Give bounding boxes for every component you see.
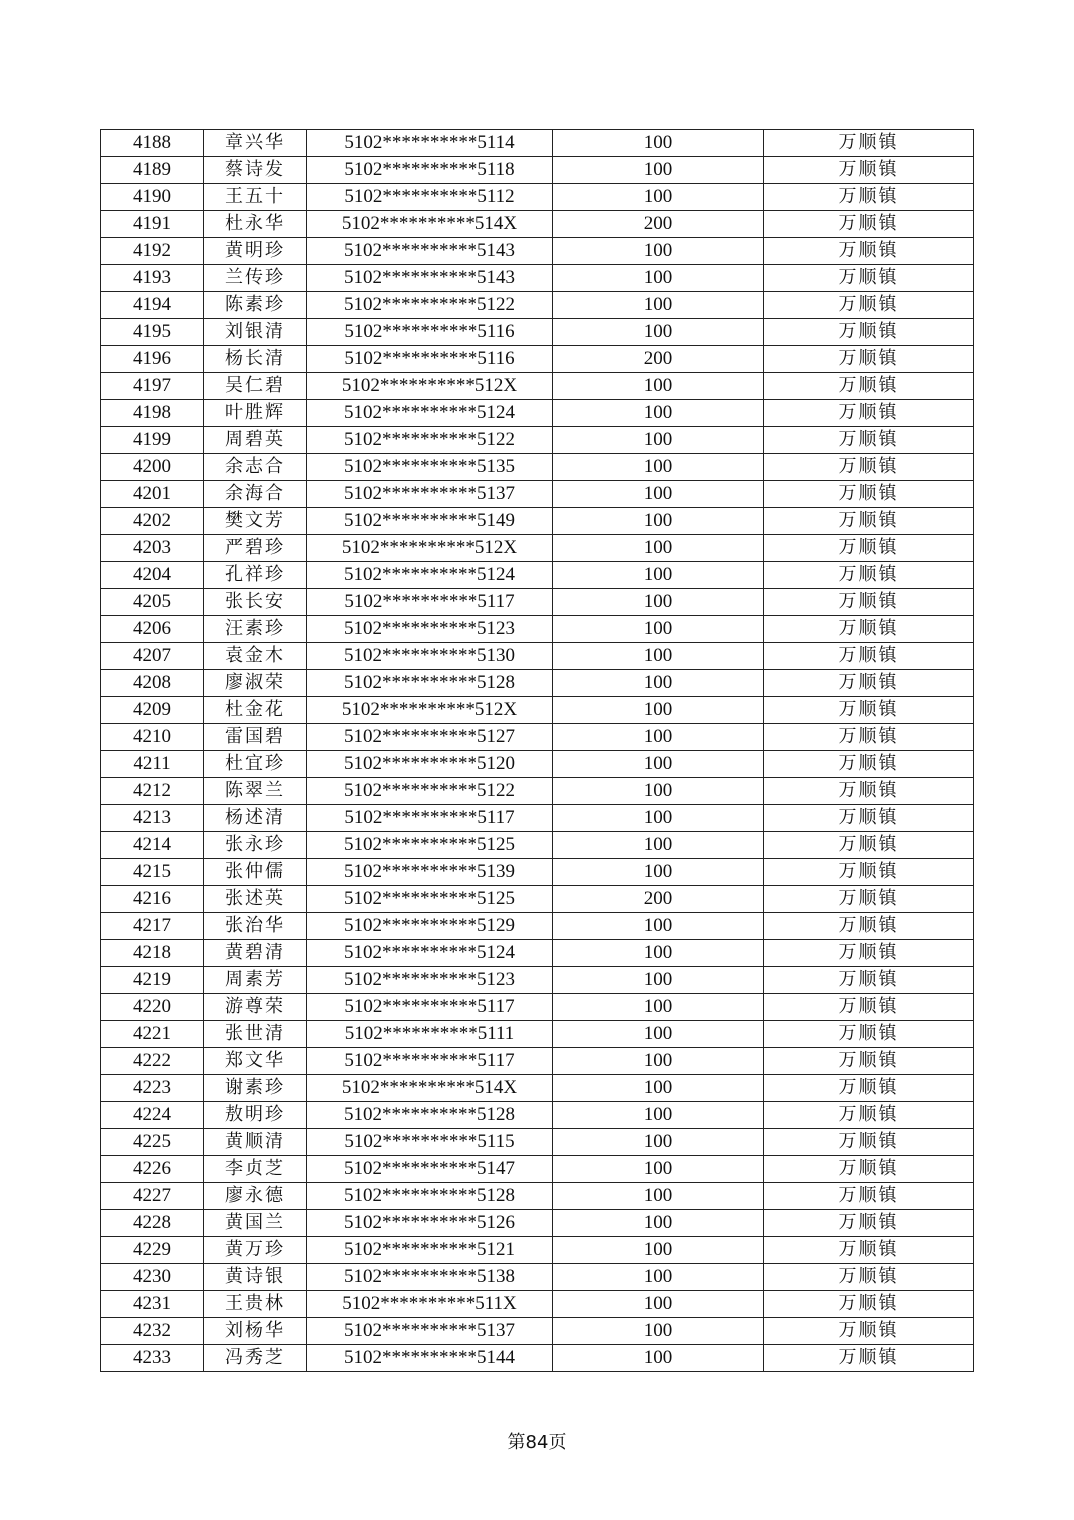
town-cell: 万顺镇 <box>764 1183 974 1210</box>
row-number-cell: 4217 <box>101 913 204 940</box>
name-cell: 杨长清 <box>204 346 307 373</box>
name-cell: 兰传珍 <box>204 265 307 292</box>
beneficiary-table <box>100 129 974 1372</box>
town-cell: 万顺镇 <box>764 1291 974 1318</box>
table-row <box>101 832 974 859</box>
row-number-cell: 4231 <box>101 1291 204 1318</box>
table-row <box>101 1021 974 1048</box>
amount-cell: 100 <box>553 130 764 157</box>
name-cell: 叶胜辉 <box>204 400 307 427</box>
row-number-cell: 4221 <box>101 1021 204 1048</box>
id-number-cell: 5102**********5124 <box>307 562 553 589</box>
table-row <box>101 292 974 319</box>
amount-cell: 100 <box>553 427 764 454</box>
page-number: 第84页 <box>507 1432 567 1453</box>
id-number-cell: 5102**********5130 <box>307 643 553 670</box>
id-number-cell: 5102**********514X <box>307 211 553 238</box>
town-cell: 万顺镇 <box>764 130 974 157</box>
id-number-cell: 5102**********5125 <box>307 886 553 913</box>
id-number-cell: 5102**********5125 <box>307 832 553 859</box>
amount-cell: 100 <box>553 778 764 805</box>
town-cell: 万顺镇 <box>764 697 974 724</box>
table-row <box>101 319 974 346</box>
name-cell: 杜宜珍 <box>204 751 307 778</box>
id-number-cell: 5102**********5117 <box>307 994 553 1021</box>
table-row <box>101 1345 974 1372</box>
id-number-cell: 5102**********511X <box>307 1291 553 1318</box>
table-row <box>101 184 974 211</box>
amount-cell: 100 <box>553 1021 764 1048</box>
name-cell: 余志合 <box>204 454 307 481</box>
row-number-cell: 4195 <box>101 319 204 346</box>
name-cell: 孔祥珍 <box>204 562 307 589</box>
table-row <box>101 400 974 427</box>
table-row <box>101 1048 974 1075</box>
amount-cell: 100 <box>553 1129 764 1156</box>
amount-cell: 100 <box>553 292 764 319</box>
amount-cell: 100 <box>553 616 764 643</box>
id-number-cell: 5102**********514X <box>307 1075 553 1102</box>
town-cell: 万顺镇 <box>764 940 974 967</box>
town-cell: 万顺镇 <box>764 1102 974 1129</box>
name-cell: 游尊荣 <box>204 994 307 1021</box>
name-cell: 杨述清 <box>204 805 307 832</box>
name-cell: 吴仁碧 <box>204 373 307 400</box>
id-number-cell: 5102**********5117 <box>307 805 553 832</box>
amount-cell: 100 <box>553 1345 764 1372</box>
amount-cell: 100 <box>553 940 764 967</box>
name-cell: 谢素珍 <box>204 1075 307 1102</box>
table-row <box>101 670 974 697</box>
row-number-cell: 4222 <box>101 1048 204 1075</box>
town-cell: 万顺镇 <box>764 427 974 454</box>
id-number-cell: 5102**********5122 <box>307 292 553 319</box>
town-cell: 万顺镇 <box>764 1318 974 1345</box>
name-cell: 张仲儒 <box>204 859 307 886</box>
amount-cell: 100 <box>553 238 764 265</box>
name-cell: 刘杨华 <box>204 1318 307 1345</box>
town-cell: 万顺镇 <box>764 1237 974 1264</box>
id-number-cell: 5102**********5128 <box>307 1183 553 1210</box>
name-cell: 张永珍 <box>204 832 307 859</box>
table-row <box>101 616 974 643</box>
amount-cell: 100 <box>553 832 764 859</box>
id-number-cell: 5102**********5120 <box>307 751 553 778</box>
id-number-cell: 5102**********5135 <box>307 454 553 481</box>
name-cell: 蔡诗发 <box>204 157 307 184</box>
row-number-cell: 4211 <box>101 751 204 778</box>
amount-cell: 100 <box>553 373 764 400</box>
table-row <box>101 643 974 670</box>
id-number-cell: 5102**********5128 <box>307 1102 553 1129</box>
town-cell: 万顺镇 <box>764 832 974 859</box>
town-cell: 万顺镇 <box>764 778 974 805</box>
row-number-cell: 4229 <box>101 1237 204 1264</box>
row-number-cell: 4200 <box>101 454 204 481</box>
table-row <box>101 967 974 994</box>
id-number-cell: 5102**********5149 <box>307 508 553 535</box>
name-cell: 黄碧清 <box>204 940 307 967</box>
table-row <box>101 157 974 184</box>
table-row <box>101 940 974 967</box>
amount-cell: 200 <box>553 211 764 238</box>
amount-cell: 100 <box>553 589 764 616</box>
table-row <box>101 1183 974 1210</box>
name-cell: 陈素珍 <box>204 292 307 319</box>
name-cell: 冯秀芝 <box>204 1345 307 1372</box>
amount-cell: 100 <box>553 265 764 292</box>
amount-cell: 100 <box>553 1210 764 1237</box>
table-row <box>101 994 974 1021</box>
row-number-cell: 4201 <box>101 481 204 508</box>
id-number-cell: 5102**********5123 <box>307 967 553 994</box>
table-row <box>101 346 974 373</box>
row-number-cell: 4228 <box>101 1210 204 1237</box>
name-cell: 杜永华 <box>204 211 307 238</box>
id-number-cell: 5102**********5115 <box>307 1129 553 1156</box>
town-cell: 万顺镇 <box>764 1021 974 1048</box>
town-cell: 万顺镇 <box>764 994 974 1021</box>
id-number-cell: 5102**********5122 <box>307 427 553 454</box>
town-cell: 万顺镇 <box>764 508 974 535</box>
amount-cell: 100 <box>553 805 764 832</box>
table-row <box>101 1102 974 1129</box>
name-cell: 周碧英 <box>204 427 307 454</box>
row-number-cell: 4193 <box>101 265 204 292</box>
id-number-cell: 5102**********5124 <box>307 400 553 427</box>
name-cell: 杜金花 <box>204 697 307 724</box>
table-row <box>101 1291 974 1318</box>
table-row <box>101 886 974 913</box>
town-cell: 万顺镇 <box>764 211 974 238</box>
id-number-cell: 5102**********5117 <box>307 1048 553 1075</box>
town-cell: 万顺镇 <box>764 1075 974 1102</box>
town-cell: 万顺镇 <box>764 859 974 886</box>
row-number-cell: 4212 <box>101 778 204 805</box>
table-row <box>101 562 974 589</box>
table-row <box>101 454 974 481</box>
table-row <box>101 913 974 940</box>
amount-cell: 100 <box>553 184 764 211</box>
id-number-cell: 5102**********512X <box>307 535 553 562</box>
amount-cell: 100 <box>553 670 764 697</box>
id-number-cell: 5102**********5116 <box>307 319 553 346</box>
town-cell: 万顺镇 <box>764 1264 974 1291</box>
town-cell: 万顺镇 <box>764 724 974 751</box>
amount-cell: 100 <box>553 508 764 535</box>
row-number-cell: 4210 <box>101 724 204 751</box>
id-number-cell: 5102**********5111 <box>307 1021 553 1048</box>
row-number-cell: 4192 <box>101 238 204 265</box>
amount-cell: 100 <box>553 562 764 589</box>
table-row <box>101 751 974 778</box>
row-number-cell: 4224 <box>101 1102 204 1129</box>
town-cell: 万顺镇 <box>764 1210 974 1237</box>
table-body <box>101 130 974 1372</box>
town-cell: 万顺镇 <box>764 1048 974 1075</box>
name-cell: 张治华 <box>204 913 307 940</box>
row-number-cell: 4230 <box>101 1264 204 1291</box>
amount-cell: 100 <box>553 751 764 778</box>
table-row <box>101 724 974 751</box>
town-cell: 万顺镇 <box>764 373 974 400</box>
table-row <box>101 508 974 535</box>
row-number-cell: 4232 <box>101 1318 204 1345</box>
amount-cell: 100 <box>553 481 764 508</box>
town-cell: 万顺镇 <box>764 805 974 832</box>
row-number-cell: 4218 <box>101 940 204 967</box>
id-number-cell: 5102**********5138 <box>307 1264 553 1291</box>
row-number-cell: 4204 <box>101 562 204 589</box>
name-cell: 周素芳 <box>204 967 307 994</box>
town-cell: 万顺镇 <box>764 751 974 778</box>
row-number-cell: 4215 <box>101 859 204 886</box>
amount-cell: 100 <box>553 535 764 562</box>
row-number-cell: 4219 <box>101 967 204 994</box>
table-row <box>101 211 974 238</box>
row-number-cell: 4198 <box>101 400 204 427</box>
name-cell: 余海合 <box>204 481 307 508</box>
row-number-cell: 4214 <box>101 832 204 859</box>
name-cell: 黄万珍 <box>204 1237 307 1264</box>
table-row <box>101 697 974 724</box>
id-number-cell: 5102**********5114 <box>307 130 553 157</box>
table-row <box>101 859 974 886</box>
town-cell: 万顺镇 <box>764 643 974 670</box>
row-number-cell: 4216 <box>101 886 204 913</box>
amount-cell: 100 <box>553 1075 764 1102</box>
table-row <box>101 1318 974 1345</box>
amount-cell: 100 <box>553 1102 764 1129</box>
name-cell: 廖永德 <box>204 1183 307 1210</box>
id-number-cell: 5102**********5124 <box>307 940 553 967</box>
name-cell: 敖明珍 <box>204 1102 307 1129</box>
town-cell: 万顺镇 <box>764 265 974 292</box>
name-cell: 张世清 <box>204 1021 307 1048</box>
table-row <box>101 778 974 805</box>
table-row <box>101 1210 974 1237</box>
id-number-cell: 5102**********5112 <box>307 184 553 211</box>
id-number-cell: 5102**********512X <box>307 373 553 400</box>
town-cell: 万顺镇 <box>764 292 974 319</box>
amount-cell: 100 <box>553 400 764 427</box>
amount-cell: 100 <box>553 1264 764 1291</box>
id-number-cell: 5102**********5129 <box>307 913 553 940</box>
town-cell: 万顺镇 <box>764 886 974 913</box>
amount-cell: 100 <box>553 1183 764 1210</box>
amount-cell: 200 <box>553 346 764 373</box>
row-number-cell: 4199 <box>101 427 204 454</box>
table-row <box>101 130 974 157</box>
table-row <box>101 481 974 508</box>
row-number-cell: 4225 <box>101 1129 204 1156</box>
amount-cell: 100 <box>553 967 764 994</box>
table-row <box>101 589 974 616</box>
town-cell: 万顺镇 <box>764 1129 974 1156</box>
table-row <box>101 1156 974 1183</box>
amount-cell: 100 <box>553 994 764 1021</box>
town-cell: 万顺镇 <box>764 184 974 211</box>
name-cell: 郑文华 <box>204 1048 307 1075</box>
table-row <box>101 373 974 400</box>
row-number-cell: 4207 <box>101 643 204 670</box>
name-cell: 章兴华 <box>204 130 307 157</box>
name-cell: 廖淑荣 <box>204 670 307 697</box>
table-row <box>101 1129 974 1156</box>
id-number-cell: 5102**********5128 <box>307 670 553 697</box>
amount-cell: 100 <box>553 157 764 184</box>
row-number-cell: 4206 <box>101 616 204 643</box>
row-number-cell: 4189 <box>101 157 204 184</box>
row-number-cell: 4191 <box>101 211 204 238</box>
row-number-cell: 4203 <box>101 535 204 562</box>
town-cell: 万顺镇 <box>764 1345 974 1372</box>
amount-cell: 200 <box>553 886 764 913</box>
row-number-cell: 4205 <box>101 589 204 616</box>
amount-cell: 100 <box>553 1237 764 1264</box>
name-cell: 李贞芝 <box>204 1156 307 1183</box>
id-number-cell: 5102**********512X <box>307 697 553 724</box>
row-number-cell: 4213 <box>101 805 204 832</box>
row-number-cell: 4194 <box>101 292 204 319</box>
id-number-cell: 5102**********5118 <box>307 157 553 184</box>
row-number-cell: 4220 <box>101 994 204 1021</box>
row-number-cell: 4223 <box>101 1075 204 1102</box>
name-cell: 王贵林 <box>204 1291 307 1318</box>
table-row <box>101 238 974 265</box>
name-cell: 黄明珍 <box>204 238 307 265</box>
table-row <box>101 1075 974 1102</box>
name-cell: 张长安 <box>204 589 307 616</box>
name-cell: 黄诗银 <box>204 1264 307 1291</box>
id-number-cell: 5102**********5143 <box>307 238 553 265</box>
row-number-cell: 4227 <box>101 1183 204 1210</box>
row-number-cell: 4209 <box>101 697 204 724</box>
table-row <box>101 265 974 292</box>
row-number-cell: 4202 <box>101 508 204 535</box>
amount-cell: 100 <box>553 1048 764 1075</box>
id-number-cell: 5102**********5137 <box>307 481 553 508</box>
id-number-cell: 5102**********5121 <box>307 1237 553 1264</box>
row-number-cell: 4188 <box>101 130 204 157</box>
name-cell: 张述英 <box>204 886 307 913</box>
id-number-cell: 5102**********5144 <box>307 1345 553 1372</box>
id-number-cell: 5102**********5117 <box>307 589 553 616</box>
row-number-cell: 4196 <box>101 346 204 373</box>
town-cell: 万顺镇 <box>764 535 974 562</box>
table-row <box>101 805 974 832</box>
row-number-cell: 4208 <box>101 670 204 697</box>
amount-cell: 100 <box>553 319 764 346</box>
town-cell: 万顺镇 <box>764 967 974 994</box>
amount-cell: 100 <box>553 643 764 670</box>
town-cell: 万顺镇 <box>764 157 974 184</box>
name-cell: 樊文芳 <box>204 508 307 535</box>
amount-cell: 100 <box>553 724 764 751</box>
town-cell: 万顺镇 <box>764 481 974 508</box>
town-cell: 万顺镇 <box>764 238 974 265</box>
town-cell: 万顺镇 <box>764 670 974 697</box>
amount-cell: 100 <box>553 913 764 940</box>
row-number-cell: 4233 <box>101 1345 204 1372</box>
name-cell: 严碧珍 <box>204 535 307 562</box>
id-number-cell: 5102**********5116 <box>307 346 553 373</box>
town-cell: 万顺镇 <box>764 562 974 589</box>
name-cell: 雷国碧 <box>204 724 307 751</box>
row-number-cell: 4197 <box>101 373 204 400</box>
town-cell: 万顺镇 <box>764 319 974 346</box>
name-cell: 汪素珍 <box>204 616 307 643</box>
id-number-cell: 5102**********5123 <box>307 616 553 643</box>
amount-cell: 100 <box>553 1291 764 1318</box>
name-cell: 黄国兰 <box>204 1210 307 1237</box>
row-number-cell: 4190 <box>101 184 204 211</box>
amount-cell: 100 <box>553 697 764 724</box>
row-number-cell: 4226 <box>101 1156 204 1183</box>
id-number-cell: 5102**********5137 <box>307 1318 553 1345</box>
id-number-cell: 5102**********5127 <box>307 724 553 751</box>
id-number-cell: 5102**********5143 <box>307 265 553 292</box>
id-number-cell: 5102**********5122 <box>307 778 553 805</box>
table-row <box>101 535 974 562</box>
name-cell: 陈翠兰 <box>204 778 307 805</box>
id-number-cell: 5102**********5126 <box>307 1210 553 1237</box>
amount-cell: 100 <box>553 1318 764 1345</box>
id-number-cell: 5102**********5147 <box>307 1156 553 1183</box>
amount-cell: 100 <box>553 454 764 481</box>
town-cell: 万顺镇 <box>764 400 974 427</box>
table-row <box>101 1264 974 1291</box>
town-cell: 万顺镇 <box>764 616 974 643</box>
name-cell: 王五十 <box>204 184 307 211</box>
town-cell: 万顺镇 <box>764 346 974 373</box>
name-cell: 袁金木 <box>204 643 307 670</box>
table-row <box>101 427 974 454</box>
id-number-cell: 5102**********5139 <box>307 859 553 886</box>
town-cell: 万顺镇 <box>764 913 974 940</box>
table-row <box>101 1237 974 1264</box>
town-cell: 万顺镇 <box>764 1156 974 1183</box>
amount-cell: 100 <box>553 859 764 886</box>
amount-cell: 100 <box>553 1156 764 1183</box>
name-cell: 刘银清 <box>204 319 307 346</box>
town-cell: 万顺镇 <box>764 589 974 616</box>
name-cell: 黄顺清 <box>204 1129 307 1156</box>
town-cell: 万顺镇 <box>764 454 974 481</box>
